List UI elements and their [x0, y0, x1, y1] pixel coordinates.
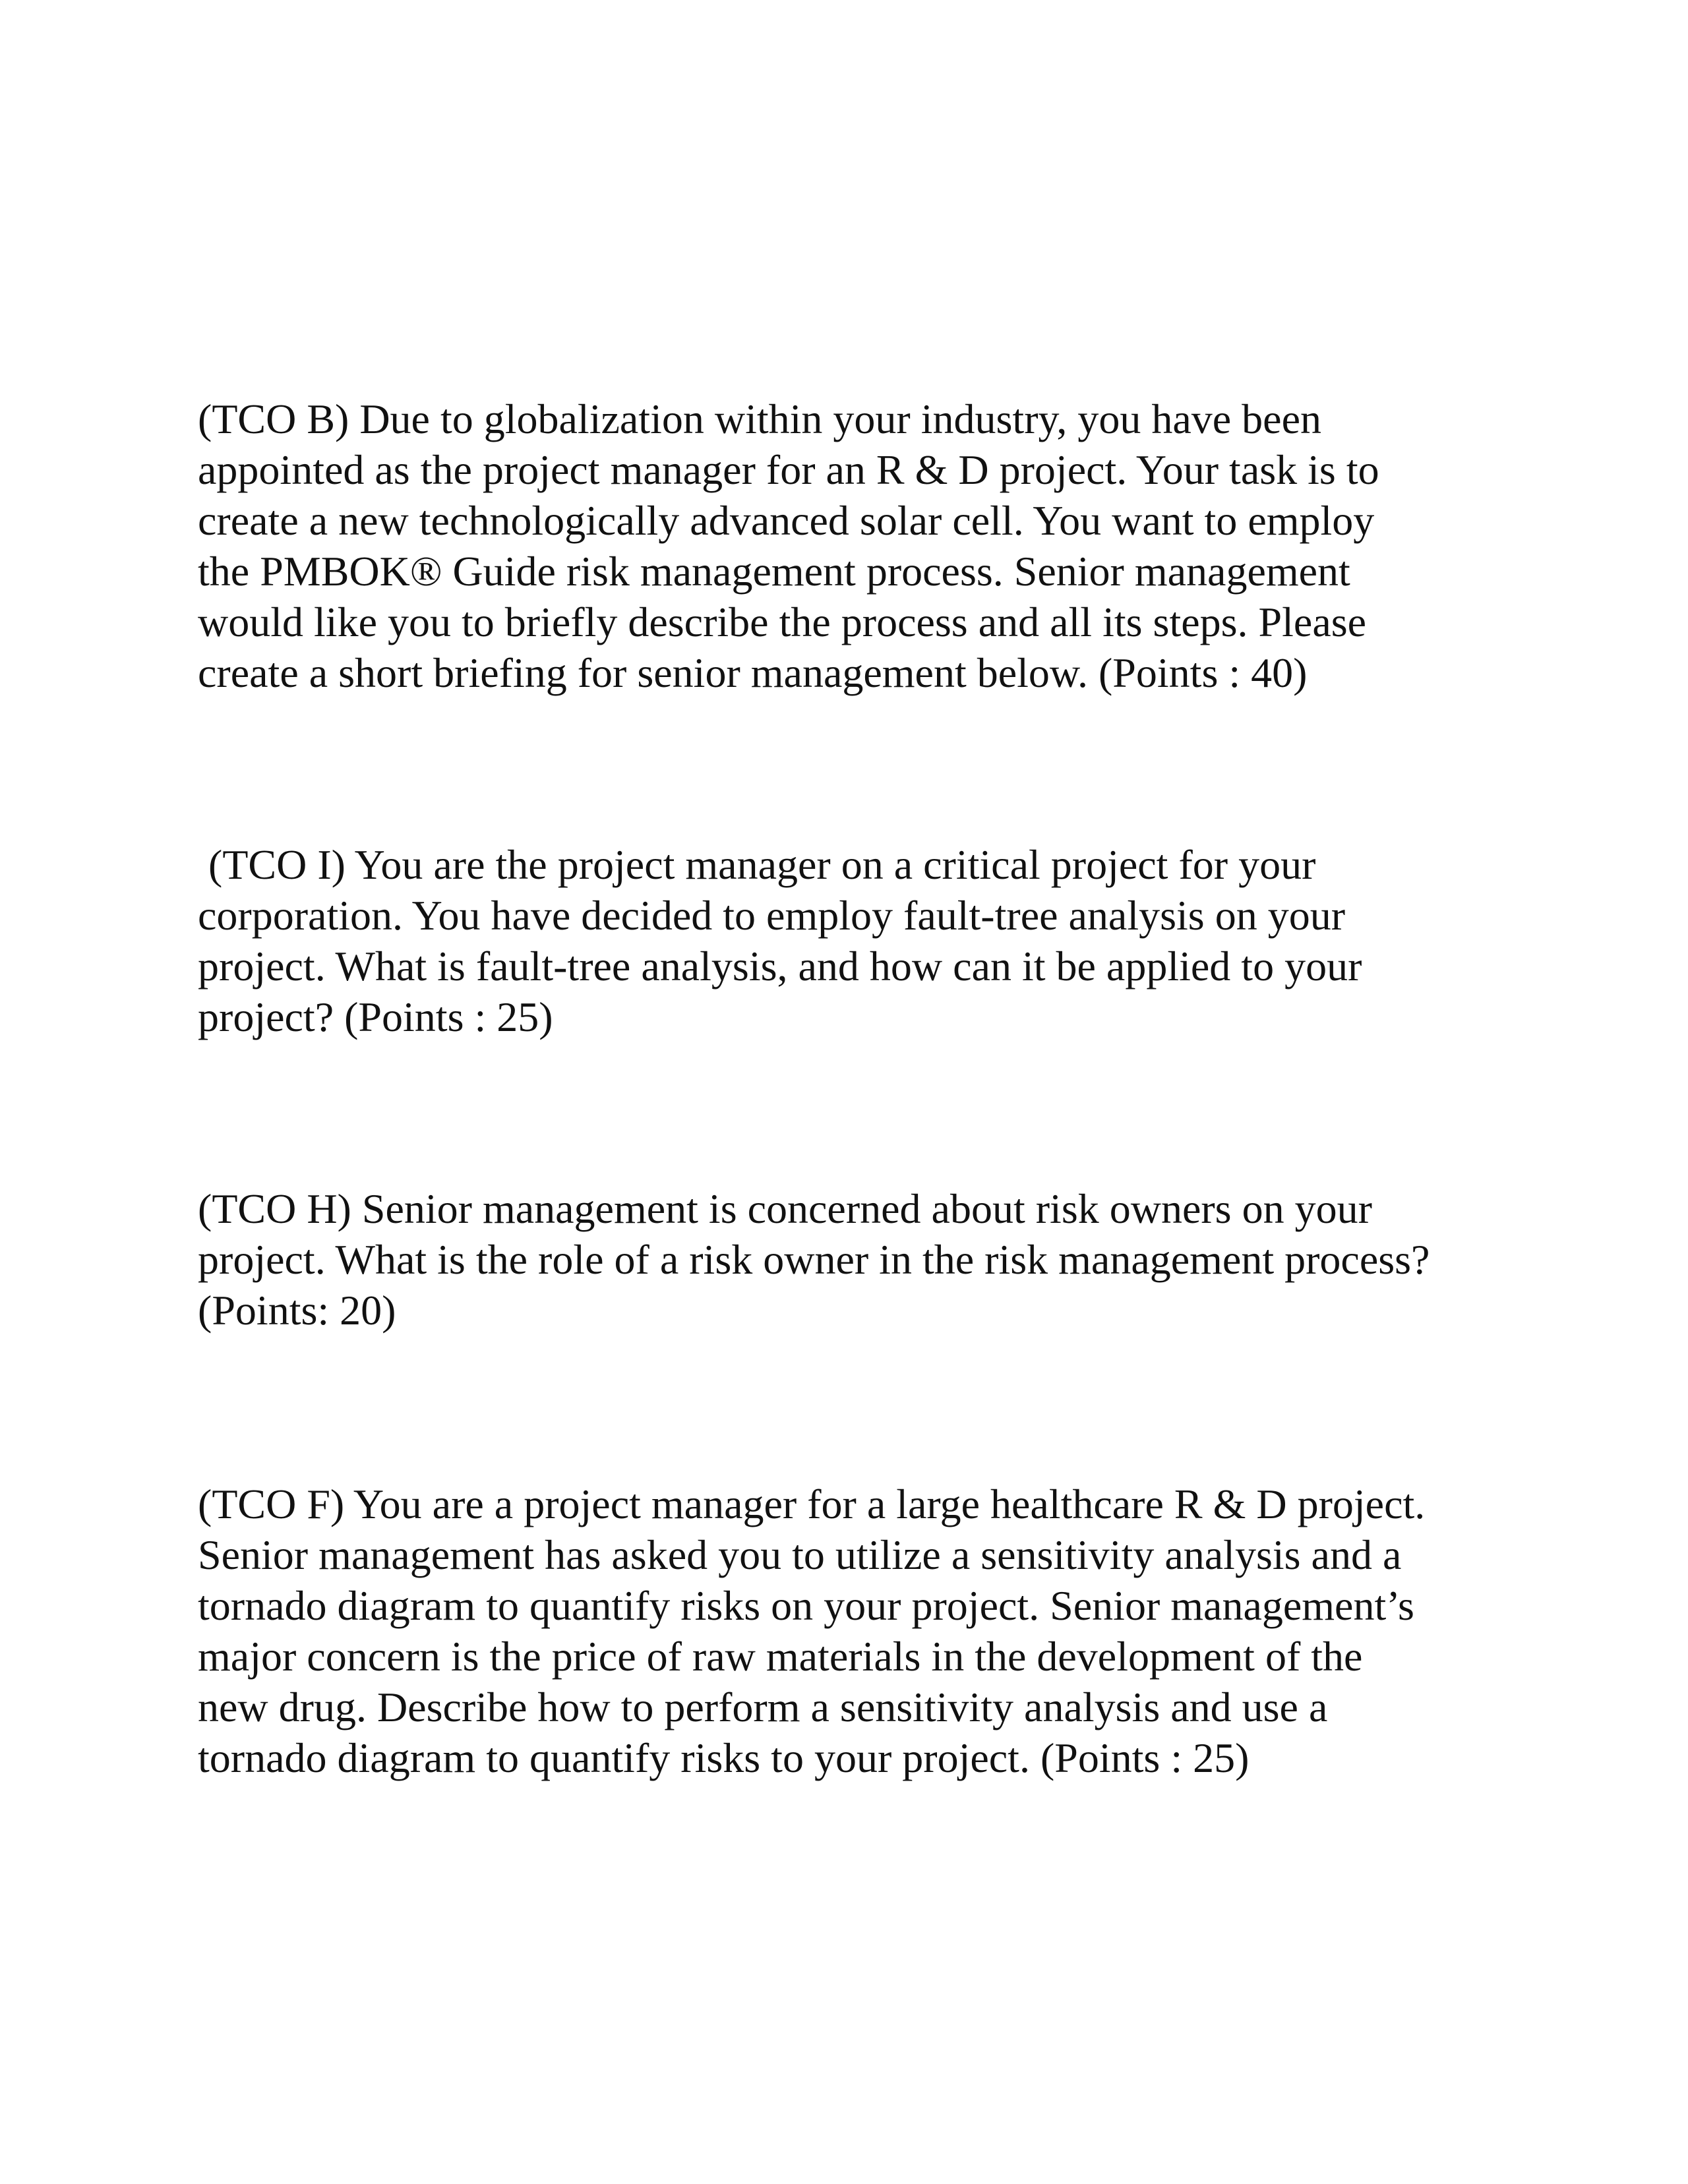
question-line: (TCO F) You are a project manager for a large healthcare R & D project.	[198, 1481, 1426, 1527]
question-line: Senior management has asked you to utilize a sensitivity analysis and a	[198, 1531, 1402, 1578]
question-tco-b	[198, 394, 1379, 698]
question-line: (TCO I) You are the project manager on a critical project for your	[198, 841, 1316, 888]
question-line: project. What is the role of a risk owner in the risk management process?	[198, 1236, 1430, 1283]
question-line: would like you to briefly describe the process and all its steps. Please	[198, 599, 1367, 645]
question-line: new drug. Describe how to perform a sensitivity analysis and use a	[198, 1684, 1328, 1730]
question-tco-h	[198, 1183, 1430, 1336]
question-line: major concern is the price of raw materials in the development of the	[198, 1633, 1363, 1680]
question-line: the PMBOK® Guide risk management process. Senior management	[198, 548, 1350, 595]
question-tco-f	[198, 1479, 1425, 1783]
question-tco-i	[198, 839, 1362, 1042]
question-line: tornado diagram to quantify risks to your project. (Points : 25)	[198, 1734, 1250, 1781]
question-line: (Points: 20)	[198, 1287, 396, 1334]
question-line: appointed as the project manager for an R & D project. Your task is to	[198, 446, 1379, 493]
question-line: (TCO H) Senior management is concerned about risk owners on your	[198, 1185, 1372, 1232]
question-line: project. What is fault-tree analysis, and how can it be applied to your	[198, 943, 1362, 989]
question-line: (TCO B) Due to globalization within your industry, you have been	[198, 396, 1321, 442]
question-line: create a short briefing for senior management below. (Points : 40)	[198, 649, 1308, 696]
question-line: tornado diagram to quantify risks on your project. Senior management’s	[198, 1582, 1414, 1629]
question-line: corporation. You have decided to employ fault-tree analysis on your	[198, 892, 1345, 939]
question-line: create a new technologically advanced solar cell. You want to employ	[198, 497, 1375, 544]
question-line: project? (Points : 25)	[198, 993, 553, 1040]
